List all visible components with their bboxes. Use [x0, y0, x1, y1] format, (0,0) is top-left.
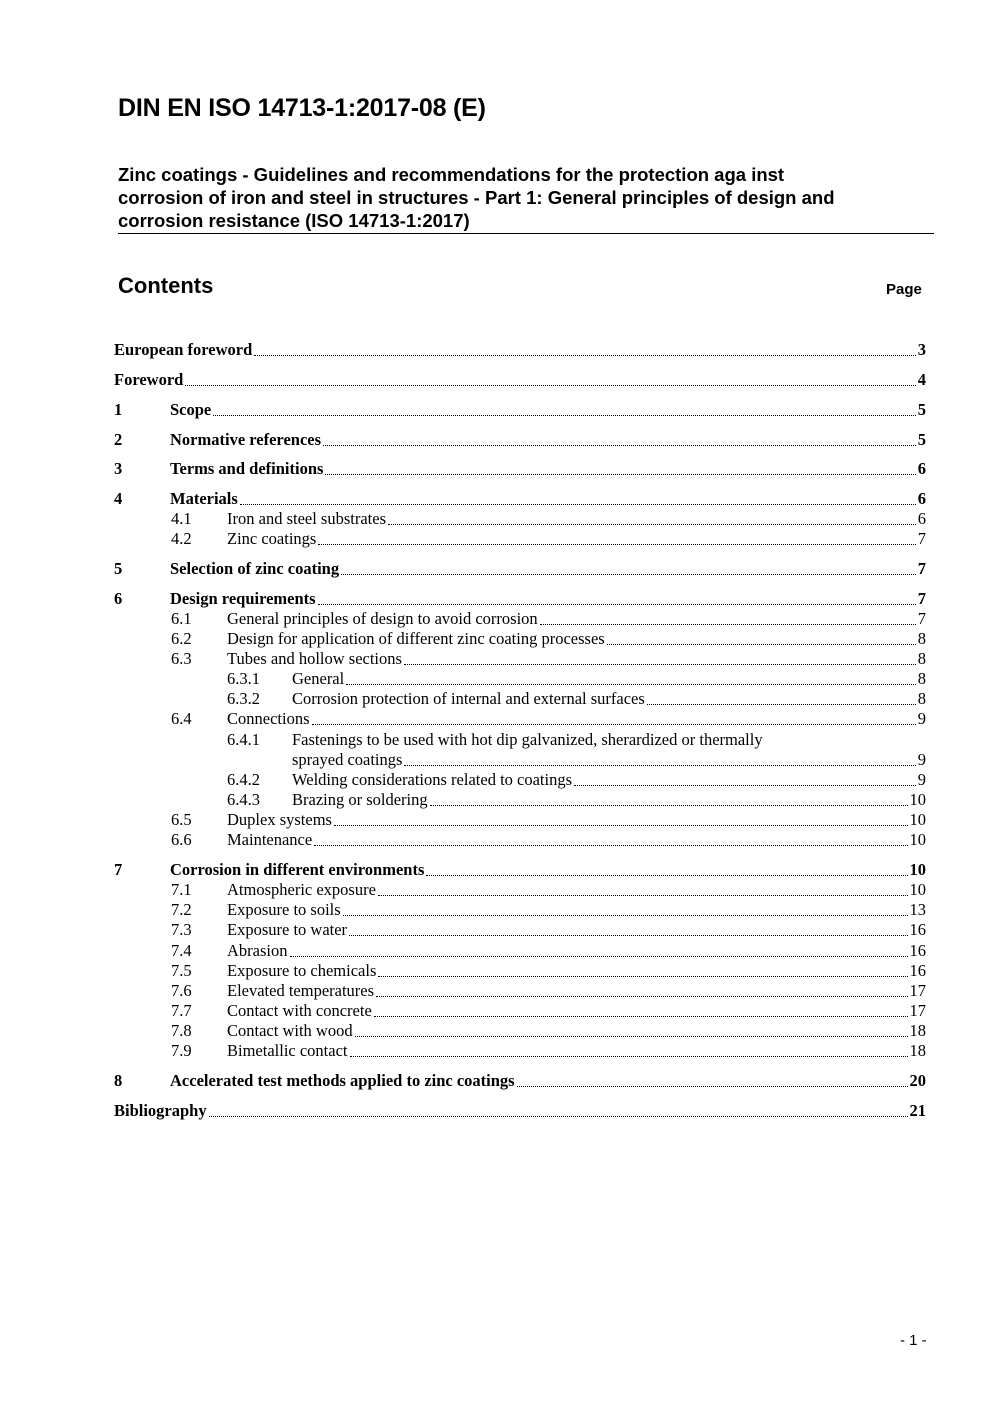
toc-leader	[209, 1116, 908, 1117]
toc-entry-number: 7.9	[171, 1041, 192, 1060]
toc-leader	[213, 415, 916, 416]
toc-entry-number: 7.6	[171, 981, 192, 1000]
toc-entry-number: 4.2	[171, 529, 192, 548]
toc-entry[interactable]	[114, 529, 926, 549]
toc-entry-title: Design requirements	[170, 589, 316, 608]
page-column-heading: Page	[886, 281, 922, 298]
toc-entry[interactable]	[114, 981, 926, 1001]
toc-entry-page: 21	[909, 1101, 926, 1120]
toc-leader	[314, 845, 907, 846]
toc-leader	[426, 875, 907, 876]
toc-entry-page: 9	[917, 750, 926, 769]
toc-leader	[355, 1036, 908, 1037]
toc-entry-number: 6.1	[171, 609, 192, 628]
toc-entry[interactable]	[114, 649, 926, 669]
toc-entry-page: 5	[917, 430, 926, 449]
toc-entry-page: 6	[917, 459, 926, 478]
toc-entry-continuation[interactable]	[114, 750, 926, 770]
toc-leader	[430, 805, 908, 806]
toc-entry-title: Tubes and hollow sections	[227, 649, 402, 668]
toc-entry-number: 1	[114, 400, 123, 419]
toc-entry-title: Terms and definitions	[170, 459, 324, 478]
toc-entry[interactable]	[114, 589, 926, 609]
toc-leader	[312, 724, 916, 725]
toc-entry-number: 6.3.1	[227, 669, 260, 688]
toc-entry-title: Foreword	[114, 370, 184, 389]
toc-entry[interactable]	[114, 730, 926, 750]
toc-entry-page: 17	[909, 981, 926, 1000]
toc-leader	[318, 544, 915, 545]
toc-entry[interactable]	[114, 709, 926, 729]
toc-leader	[334, 825, 908, 826]
toc-entry-number: 6.4.2	[227, 770, 260, 789]
toc-entry[interactable]	[114, 459, 926, 479]
toc-leader	[318, 604, 916, 605]
toc-entry[interactable]	[114, 629, 926, 649]
toc-leader	[388, 524, 916, 525]
toc-entry-page: 20	[909, 1071, 926, 1090]
toc-entry-page: 10	[909, 790, 926, 809]
toc-entry-number: 7.4	[171, 941, 192, 960]
toc-entry-title: Scope	[170, 400, 212, 419]
toc-entry-title: Maintenance	[227, 830, 313, 849]
toc-entry-number: 7.8	[171, 1021, 192, 1040]
toc-entry-title: Elevated temperatures	[227, 981, 375, 1000]
toc-entry-number: 3	[114, 459, 123, 478]
toc-entry-title: Corrosion protection of internal and external surfaces	[292, 689, 645, 708]
toc-leader	[323, 445, 916, 446]
toc-entry-title: Normative references	[170, 430, 322, 449]
toc-leader	[404, 664, 916, 665]
toc-entry-page: 6	[917, 509, 926, 528]
toc-entry-title: Selection of zinc coating	[170, 559, 340, 578]
toc-entry-number: 6	[114, 589, 123, 608]
toc-entry-page: 8	[917, 669, 926, 688]
toc-entry-number: 5	[114, 559, 123, 578]
toc-leader	[341, 574, 916, 575]
toc-entry[interactable]	[114, 1041, 926, 1061]
toc-entry-number: 7.7	[171, 1001, 192, 1020]
toc-leader	[325, 474, 915, 475]
document-title-line: corrosion of iron and steel in structures - Part 1: General principles of design and	[118, 187, 835, 208]
toc-leader	[240, 504, 916, 505]
toc-entry[interactable]	[114, 900, 926, 920]
toc-entry[interactable]	[114, 1021, 926, 1041]
toc-entry-title: Bibliography	[114, 1101, 207, 1120]
toc-leader	[540, 624, 916, 625]
toc-entry-number: 7.1	[171, 880, 192, 899]
toc-leader	[374, 1016, 908, 1017]
document-title-line: Zinc coatings - Guidelines and recommendations for the protection aga inst	[118, 164, 785, 185]
toc-entry-page: 18	[909, 1041, 926, 1060]
toc-entry-title: Exposure to water	[227, 920, 348, 939]
toc-entry-title: Materials	[170, 489, 238, 508]
toc-leader	[343, 915, 908, 916]
toc-entry[interactable]	[114, 941, 926, 961]
toc-entry[interactable]	[114, 810, 926, 830]
toc-entry-number: 6.4.1	[227, 730, 260, 749]
toc-entry[interactable]	[114, 609, 926, 629]
toc-entry[interactable]	[114, 400, 926, 420]
toc-entry-page: 10	[909, 880, 926, 899]
toc-entry-page: 8	[917, 649, 926, 668]
toc-entry-number: 6.2	[171, 629, 192, 648]
toc-entry-number: 6.4.3	[227, 790, 260, 809]
toc-leader	[607, 644, 916, 645]
toc-entry-number: 6.3.2	[227, 689, 260, 708]
toc-entry[interactable]	[114, 1001, 926, 1021]
toc-entry-page: 9	[917, 709, 926, 728]
toc-entry-number: 4	[114, 489, 123, 508]
toc-entry[interactable]	[114, 430, 926, 450]
toc-entry-page: 10	[909, 860, 926, 879]
toc-entry-title: Abrasion	[227, 941, 288, 960]
toc-leader	[290, 956, 908, 957]
toc-leader	[185, 385, 915, 386]
toc-entry-page: 5	[917, 400, 926, 419]
toc-entry[interactable]	[114, 1071, 926, 1091]
toc-entry-title: Accelerated test methods applied to zinc coatings	[170, 1071, 515, 1090]
toc-entry[interactable]	[114, 669, 926, 689]
toc-entry-title: General principles of design to avoid corrosion	[227, 609, 538, 628]
toc-leader	[647, 704, 916, 705]
toc-entry-page: 10	[909, 810, 926, 829]
toc-entry-page: 10	[909, 830, 926, 849]
toc-leader	[378, 976, 907, 977]
footer-page-number: - 1 -	[900, 1332, 927, 1349]
toc-entry[interactable]	[114, 880, 926, 900]
toc-entry-number: 6.4	[171, 709, 192, 728]
toc-entry-title: Welding considerations related to coatings	[292, 770, 573, 789]
toc-entry-page: 7	[917, 529, 926, 548]
toc-entry[interactable]	[114, 509, 926, 529]
toc-entry-title: Contact with wood	[227, 1021, 353, 1040]
toc-entry-title: European foreword	[114, 340, 253, 359]
toc-entry-page: 7	[917, 589, 926, 608]
toc-entry-title: sprayed coatings	[292, 750, 403, 769]
toc-leader	[574, 785, 916, 786]
toc-entry[interactable]	[114, 489, 926, 509]
toc-entry-page: 18	[909, 1021, 926, 1040]
toc-entry-number: 7	[114, 860, 123, 879]
toc-entry-title: Bimetallic contact	[227, 1041, 348, 1060]
toc-entry[interactable]	[114, 770, 926, 790]
toc-entry-number: 7.5	[171, 961, 192, 980]
toc-entry[interactable]	[114, 830, 926, 850]
toc-leader	[350, 1056, 908, 1057]
toc-entry-page: 16	[909, 920, 926, 939]
toc-entry[interactable]	[114, 790, 926, 810]
toc-leader	[254, 355, 915, 356]
toc-entry-title: Design for application of different zinc coating processes	[227, 629, 605, 648]
toc-entry-page: 17	[909, 1001, 926, 1020]
toc-entry-number: 6.3	[171, 649, 192, 668]
toc-entry-page: 16	[909, 961, 926, 980]
toc-entry-number: 6.6	[171, 830, 192, 849]
toc-entry-title: Exposure to soils	[227, 900, 341, 919]
contents-heading: Contents	[118, 273, 214, 298]
toc-entry-title: General	[292, 669, 345, 688]
toc-entry-number: 2	[114, 430, 123, 449]
toc-entry[interactable]	[114, 370, 926, 390]
toc-entry-page: 7	[917, 609, 926, 628]
toc-leader	[376, 996, 907, 997]
toc-entry-title: Atmospheric exposure	[227, 880, 376, 899]
toc-entry-title: Iron and steel substrates	[227, 509, 386, 528]
toc-entry-title: Brazing or soldering	[292, 790, 428, 809]
toc-entry-title: Fastenings to be used with hot dip galvanized, sherardized or thermally	[292, 730, 763, 749]
toc-leader	[517, 1086, 908, 1087]
toc-entry-number: 7.2	[171, 900, 192, 919]
toc-entry[interactable]	[114, 860, 926, 880]
toc-entry-page: 13	[909, 900, 926, 919]
toc-entry-title: Contact with concrete	[227, 1001, 372, 1020]
toc-entry-page: 4	[917, 370, 926, 389]
toc-entry-title: Duplex systems	[227, 810, 332, 829]
toc-entry[interactable]	[114, 1101, 926, 1121]
toc-entry[interactable]	[114, 559, 926, 579]
toc-entry-page: 8	[917, 629, 926, 648]
toc-entry-page: 3	[917, 340, 926, 359]
toc-leader	[404, 765, 915, 766]
toc-entry-page: 8	[917, 689, 926, 708]
toc-entry-number: 6.5	[171, 810, 192, 829]
toc-entry-page: 16	[909, 941, 926, 960]
toc-entry[interactable]	[114, 340, 926, 360]
document-title-line: corrosion resistance (ISO 14713-1:2017)	[118, 210, 470, 231]
toc-entry-title: Corrosion in different environments	[170, 860, 425, 879]
toc-entry[interactable]	[114, 920, 926, 940]
toc-entry-number: 8	[114, 1071, 123, 1090]
toc-entry-page: 6	[917, 489, 926, 508]
toc-leader	[349, 935, 907, 936]
toc-entry[interactable]	[114, 961, 926, 981]
toc-entry-title: Connections	[227, 709, 310, 728]
toc-leader	[378, 895, 908, 896]
toc-entry-number: 7.3	[171, 920, 192, 939]
toc-entry-page: 7	[917, 559, 926, 578]
document-id: DIN EN ISO 14713-1:2017-08 (E)	[118, 94, 486, 122]
toc-entry-title: Zinc coatings	[227, 529, 317, 548]
toc-entry[interactable]	[114, 689, 926, 709]
toc-leader	[346, 684, 916, 685]
toc-entry-title: Exposure to chemicals	[227, 961, 377, 980]
toc-entry-page: 9	[917, 770, 926, 789]
toc-entry-number: 4.1	[171, 509, 192, 528]
